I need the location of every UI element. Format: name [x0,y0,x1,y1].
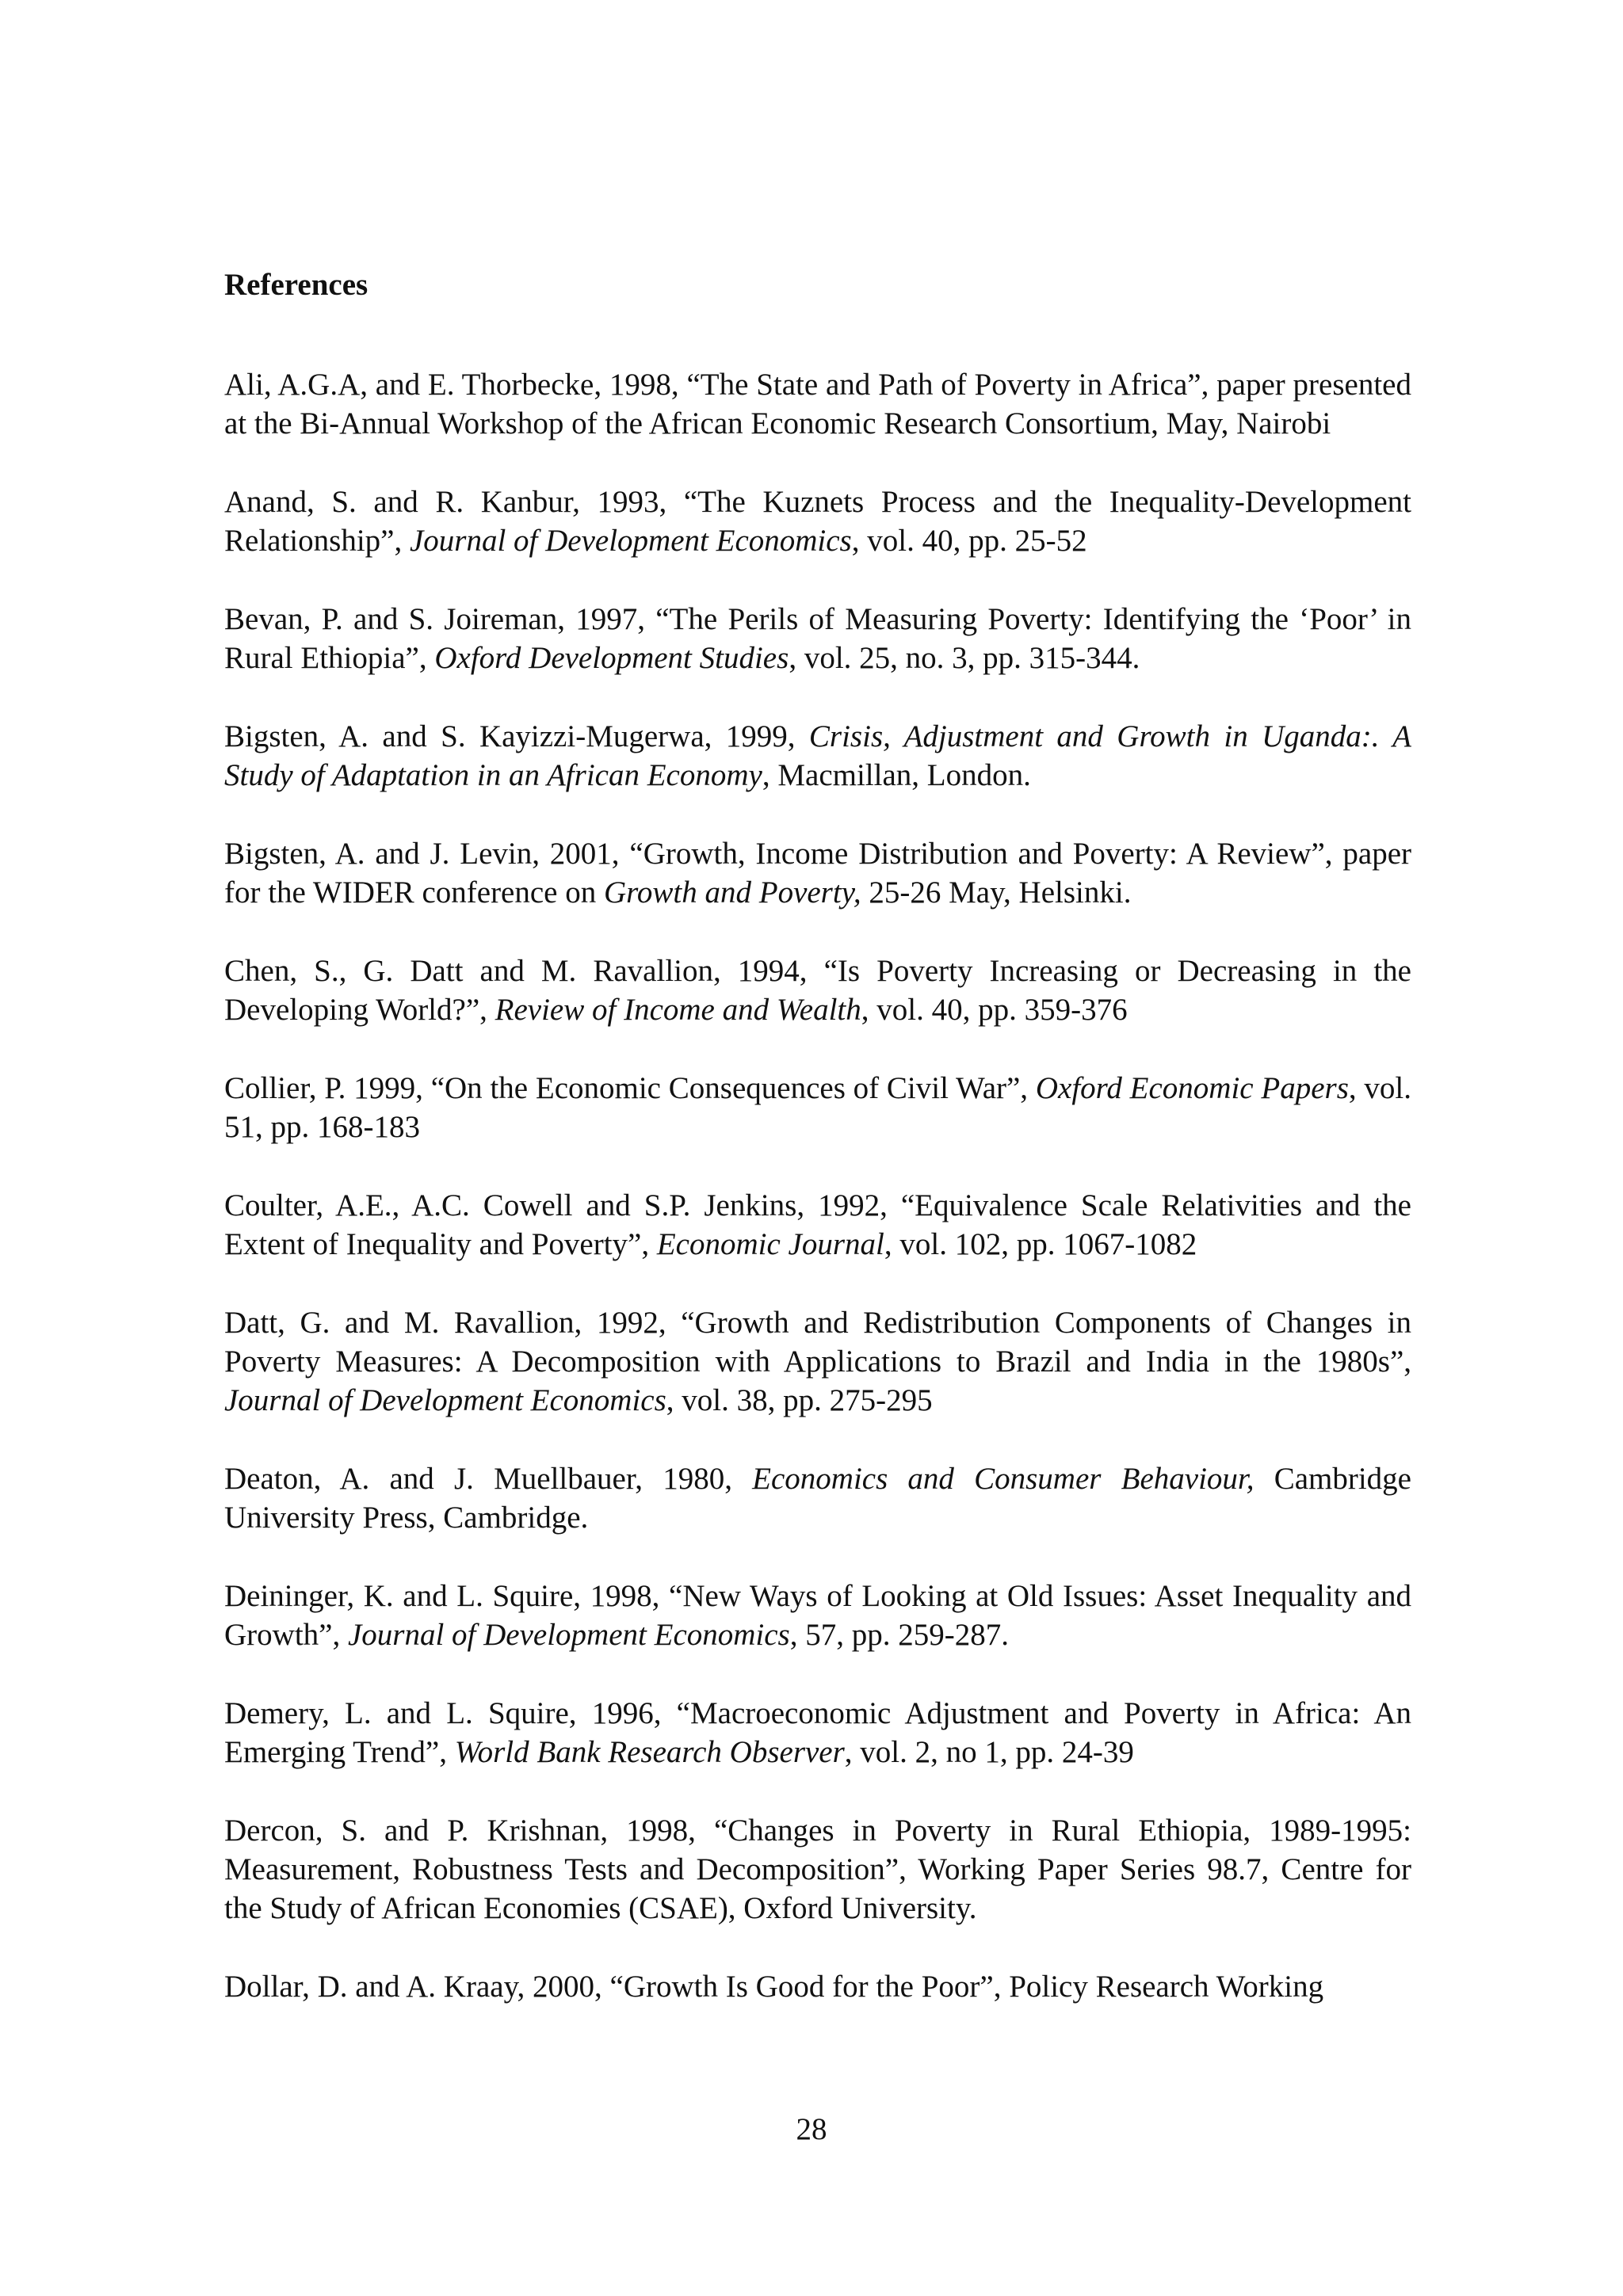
page-number: 28 [796,2112,827,2146]
reference-item: Dollar, D. and A. Kraay, 2000, “Growth Is Good for the Poor”, Policy Research Working [224,1970,1324,2004]
section-heading: References [224,268,369,302]
reference-item: Bigsten, A. and S. Kayizzi-Mugerwa, 1999, Crisis, Adjustment and Growth in Uganda:. A Study of Adaptation in an African Economy, Macmillan, London. [224,719,1412,792]
reference-item: Deininger, K. and L. Squire, 1998, “New Ways of Looking at Old Issues: Asset Inequality and Growth”, Journal of Development Economics, 57, pp. 259-287. [224,1579,1411,1652]
reference-item: Anand, S. and R. Kanbur, 1993, “The Kuznets Process and the Inequality-Development Relationship”, Journal of Development Economics, vol. 40, pp. 25-52 [224,485,1411,558]
reference-item: Datt, G. and M. Ravallion, 1992, “Growth and Redistribution Components of Changes in Poverty Measures: A Decomposition with Applications to Brazil and India in the 1980s”, Journal of Development Economics, vol. 38, pp. 275-295 [224,1306,1411,1417]
reference-item: Ali, A.G.A, and E. Thorbecke, 1998, “The State and Path of Poverty in Africa”, paper presented at the Bi-Annual Workshop of the African Economic Research Consortium, May, Nairobi [224,368,1411,441]
reference-item: Demery, L. and L. Squire, 1996, “Macroeconomic Adjustment and Poverty in Africa: An Emerging Trend”, World Bank Research Observer, vol. 2, no 1, pp. 24-39 [224,1696,1411,1769]
reference-item: Bevan, P. and S. Joireman, 1997, “The Perils of Measuring Poverty: Identifying the ‘Poor’ in Rural Ethiopia”, Oxford Development Studies, vol. 25, no. 3, pp. 315-344. [224,602,1411,675]
reference-item: Coulter, A.E., A.C. Cowell and S.P. Jenkins, 1992, “Equivalence Scale Relativities and the Extent of Inequality and Poverty”, Economic Journal, vol. 102, pp. 1067-1082 [224,1188,1411,1261]
reference-item: Dercon, S. and P. Krishnan, 1998, “Changes in Poverty in Rural Ethiopia, 1989-1995: Measurement, Robustness Tests and Decomposition”, Working Paper Series 98.7, Centre for the Study of African Economies (CSAE), Oxford University. [224,1814,1411,1925]
reference-item: Deaton, A. and J. Muellbauer, 1980, Economics and Consumer Behaviour, Cambridge University Press, Cambridge. [224,1462,1411,1535]
reference-item: Bigsten, A. and J. Levin, 2001, “Growth, Income Distribution and Poverty: A Review”, paper for the WIDER conference on Growth and Poverty, 25-26 May, Helsinki. [224,837,1411,910]
reference-item: Chen, S., G. Datt and M. Ravallion, 1994, “Is Poverty Increasing or Decreasing in the Developing World?”, Review of Income and Wealth, vol. 40, pp. 359-376 [224,954,1411,1027]
reference-item: Collier, P. 1999, “On the Economic Consequences of Civil War”, Oxford Economic Papers, vol. 51, pp. 168-183 [224,1071,1411,1144]
reference-list [224,365,1411,2046]
